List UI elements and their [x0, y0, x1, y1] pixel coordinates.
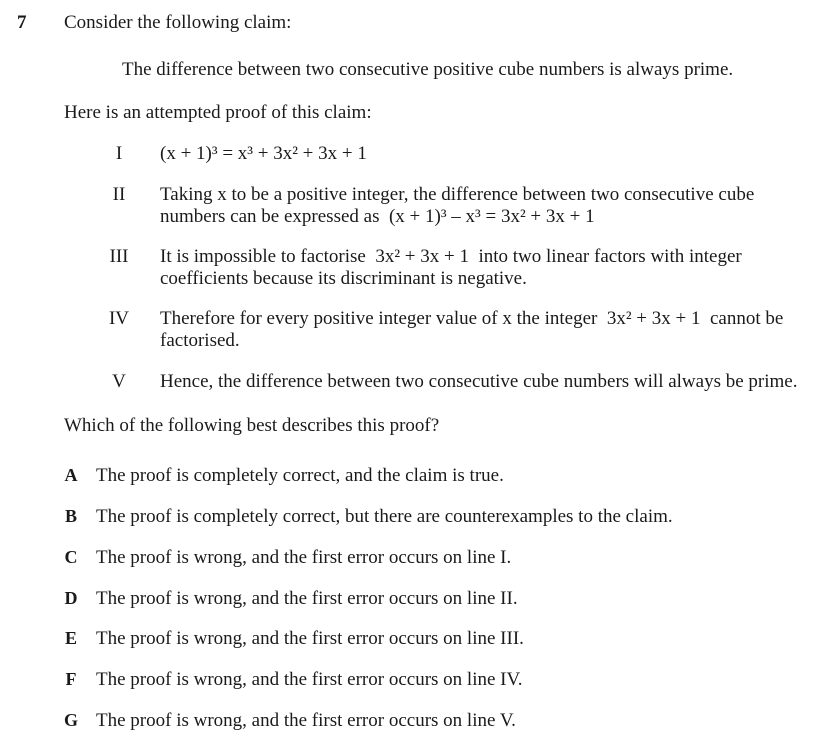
proof-line-numeral: IV [108, 308, 130, 329]
question-number: 7 [17, 12, 27, 33]
option-letter: E [64, 628, 77, 648]
option-d[interactable] [58, 588, 518, 612]
proof-line-2 [160, 184, 754, 228]
proof-line-5 [160, 371, 797, 393]
proof-line-1-math: (x + 1)³ = x³ + 3x² + 3x + 1 [160, 143, 367, 164]
proof-line-4-suffix: cannot be [709, 308, 784, 329]
option-letter: F [65, 669, 77, 689]
proof-line-3 [160, 246, 742, 290]
proof-line-numeral: III [109, 246, 129, 267]
proof-line-3-math: 3x² + 3x + 1 [375, 246, 469, 267]
proof-line-2-text-second [160, 206, 754, 228]
attempt-intro: Here is an attempted proof of this claim: [64, 102, 372, 123]
proof-line-2-math: (x + 1)³ – x³ = 3x² + 3x + 1 [388, 206, 595, 227]
proof-line-4-text-second: factorised. [160, 330, 240, 351]
option-text: The proof is wrong, and the first error occurs on line IV. [96, 669, 523, 690]
option-text: The proof is wrong, and the first error occurs on line I. [96, 547, 512, 568]
proof-line-3-prefix: It is impossible to factorise [160, 246, 366, 267]
option-letter: D [64, 588, 78, 608]
option-letter: A [64, 465, 78, 485]
proof-line-3-text-first [160, 246, 742, 268]
proof-line-numeral: I [115, 143, 123, 164]
option-a[interactable] [58, 465, 504, 489]
option-text: The proof is wrong, and the first error occurs on line V. [96, 710, 516, 731]
proof-line-numeral: V [112, 371, 126, 392]
option-letter: G [63, 710, 78, 730]
option-text: The proof is wrong, and the first error occurs on line II. [96, 588, 518, 609]
option-g[interactable] [58, 710, 516, 734]
option-text: The proof is completely correct, but there are counterexamples to the claim. [96, 506, 673, 527]
option-text: The proof is completely correct, and the claim is true. [96, 465, 504, 486]
option-f[interactable] [58, 669, 523, 693]
claim-statement: The difference between two consecutive positive cube numbers is always prime. [122, 59, 734, 80]
proof-line-5-text: Hence, the difference between two consecutive cube numbers will always be prime. [160, 371, 798, 392]
proof-line-4-text-first [160, 308, 783, 330]
option-letter: C [64, 547, 78, 567]
proof-line-1 [160, 143, 367, 165]
proof-line-2-text: Taking x to be a positive integer, the difference between two consecutive cube [160, 184, 755, 205]
proof-line-4-prefix: Therefore for every positive integer value of x the integer [160, 308, 598, 329]
option-b[interactable] [58, 506, 673, 530]
question-intro: Consider the following claim: [64, 12, 292, 33]
option-text: The proof is wrong, and the first error occurs on line III. [96, 628, 524, 649]
option-letter: B [64, 506, 77, 526]
proof-line-3-suffix: into two linear factors with integer [478, 246, 742, 267]
option-c[interactable] [58, 547, 511, 571]
proof-line-2-prefix: numbers can be expressed as [160, 206, 380, 227]
question-prompt: Which of the following best describes this proof? [64, 415, 440, 436]
proof-line-numeral: II [112, 184, 126, 205]
proof-line-3-text-second: coefficients because its discriminant is negative. [160, 268, 527, 289]
option-e[interactable] [58, 628, 524, 652]
proof-line-4-math: 3x² + 3x + 1 [606, 308, 701, 329]
proof-line-4 [160, 308, 783, 352]
